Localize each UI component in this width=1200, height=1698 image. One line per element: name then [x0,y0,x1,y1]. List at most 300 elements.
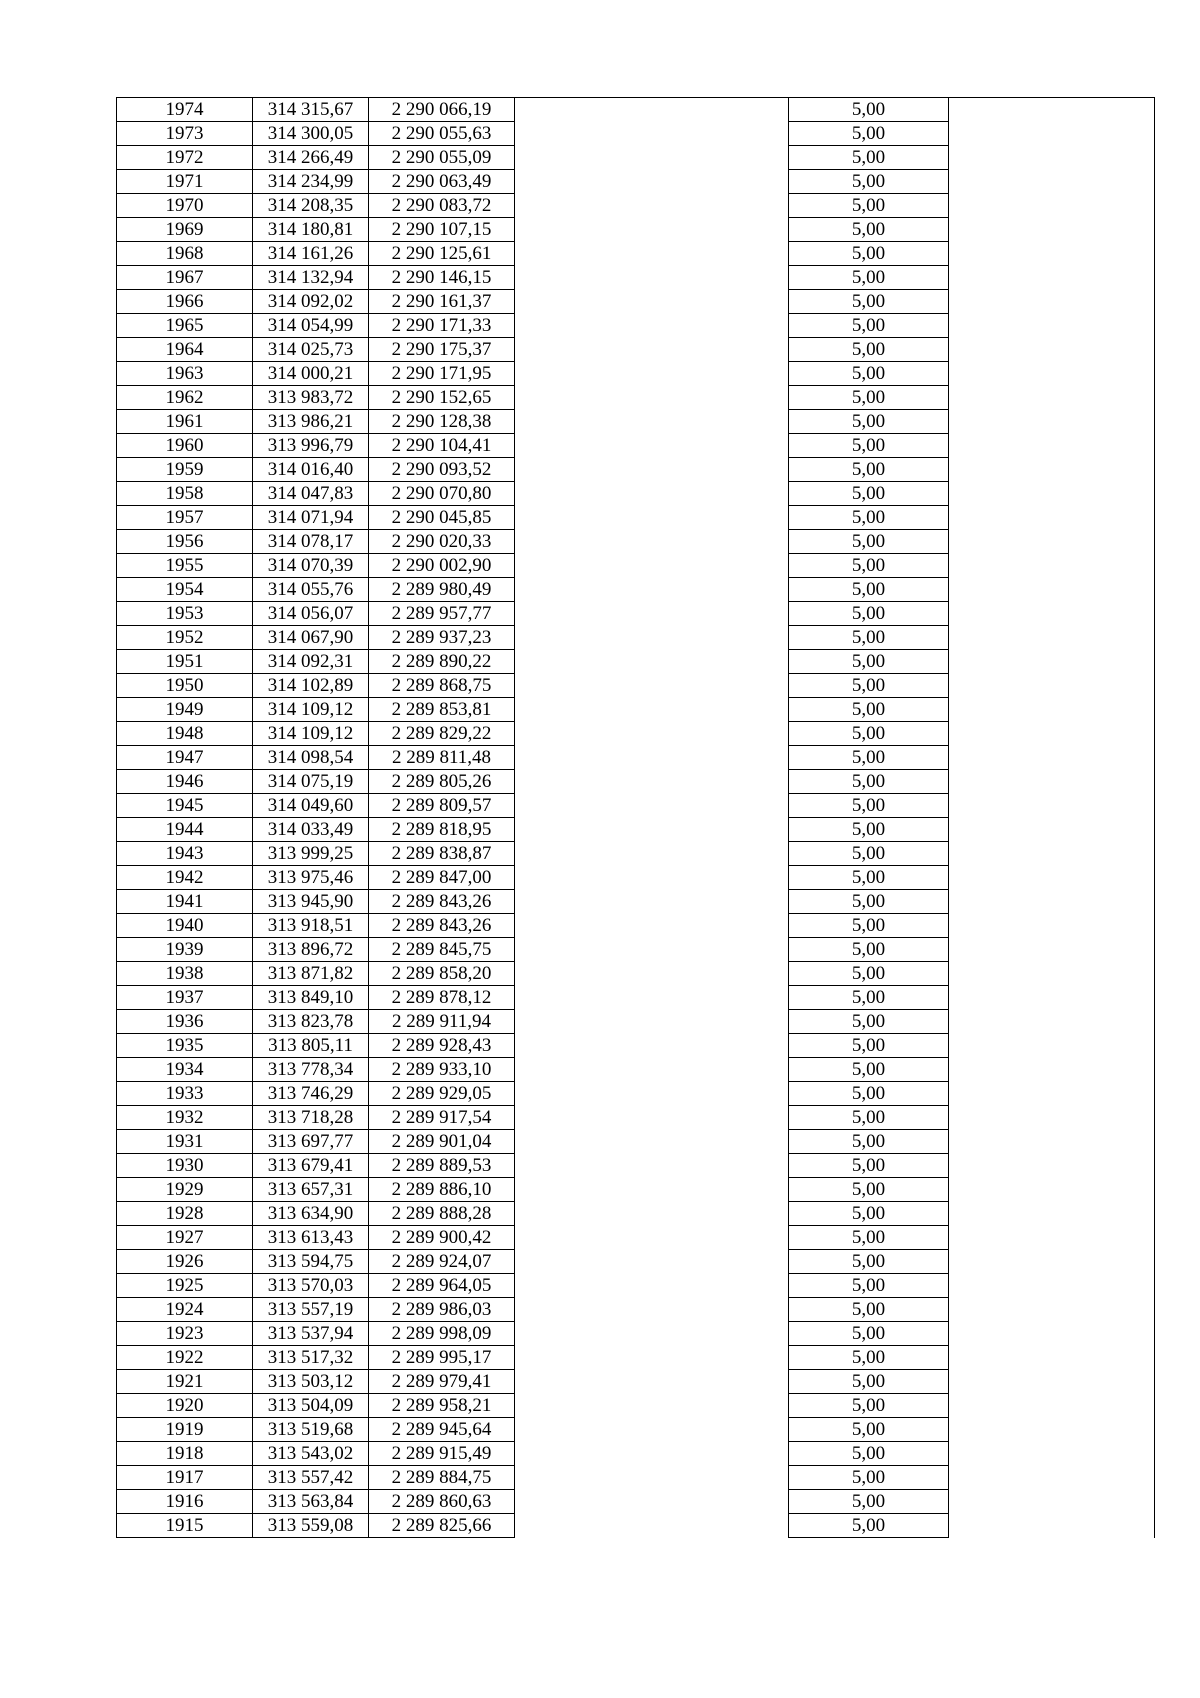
empty-cell [949,1130,1155,1154]
value-cell: 5,00 [789,794,949,818]
x-coordinate-cell: 313 986,21 [253,410,369,434]
y-coordinate-cell: 2 289 915,49 [369,1442,515,1466]
empty-cell [515,170,789,194]
point-number-cell: 1956 [117,530,253,554]
x-coordinate-cell: 313 697,77 [253,1130,369,1154]
x-coordinate-cell: 313 517,32 [253,1346,369,1370]
table-row [117,986,1155,1010]
x-coordinate-cell: 314 132,94 [253,266,369,290]
x-coordinate-cell: 314 102,89 [253,674,369,698]
empty-cell [949,338,1155,362]
table-row [117,290,1155,314]
x-coordinate-cell: 314 033,49 [253,818,369,842]
x-coordinate-cell: 313 983,72 [253,386,369,410]
y-coordinate-cell: 2 289 929,05 [369,1082,515,1106]
table-row [117,362,1155,386]
x-coordinate-cell: 313 999,25 [253,842,369,866]
y-coordinate-cell: 2 289 911,94 [369,1010,515,1034]
x-coordinate-cell: 313 537,94 [253,1322,369,1346]
y-coordinate-cell: 2 289 838,87 [369,842,515,866]
y-coordinate-cell: 2 290 093,52 [369,458,515,482]
value-cell: 5,00 [789,122,949,146]
empty-cell [949,722,1155,746]
point-number-cell: 1964 [117,338,253,362]
table-row [117,266,1155,290]
table-row [117,842,1155,866]
table-row [117,386,1155,410]
empty-cell [949,1514,1155,1538]
y-coordinate-cell: 2 289 933,10 [369,1058,515,1082]
point-number-cell: 1971 [117,170,253,194]
value-cell: 5,00 [789,962,949,986]
y-coordinate-cell: 2 289 884,75 [369,1466,515,1490]
y-coordinate-cell: 2 289 858,20 [369,962,515,986]
empty-cell [515,1250,789,1274]
y-coordinate-cell: 2 290 083,72 [369,194,515,218]
point-number-cell: 1918 [117,1442,253,1466]
value-cell: 5,00 [789,1226,949,1250]
table-row [117,146,1155,170]
point-number-cell: 1946 [117,770,253,794]
y-coordinate-cell: 2 289 868,75 [369,674,515,698]
empty-cell [949,1106,1155,1130]
empty-cell [515,458,789,482]
x-coordinate-cell: 313 679,41 [253,1154,369,1178]
x-coordinate-cell: 313 896,72 [253,938,369,962]
empty-cell [949,1226,1155,1250]
value-cell: 5,00 [789,530,949,554]
empty-cell [949,770,1155,794]
y-coordinate-cell: 2 289 818,95 [369,818,515,842]
x-coordinate-cell: 313 657,31 [253,1178,369,1202]
y-coordinate-cell: 2 289 878,12 [369,986,515,1010]
y-coordinate-cell: 2 290 055,63 [369,122,515,146]
point-number-cell: 1926 [117,1250,253,1274]
value-cell: 5,00 [789,1466,949,1490]
empty-cell [515,482,789,506]
point-number-cell: 1937 [117,986,253,1010]
empty-cell [515,434,789,458]
empty-cell [515,410,789,434]
y-coordinate-cell: 2 290 104,41 [369,434,515,458]
empty-cell [949,650,1155,674]
table-row [117,170,1155,194]
table-row [117,890,1155,914]
empty-cell [949,1322,1155,1346]
empty-cell [949,98,1155,122]
table-row [117,722,1155,746]
empty-cell [949,1250,1155,1274]
y-coordinate-cell: 2 289 825,66 [369,1514,515,1538]
point-number-cell: 1921 [117,1370,253,1394]
empty-cell [515,386,789,410]
value-cell: 5,00 [789,986,949,1010]
empty-cell [515,1226,789,1250]
point-number-cell: 1927 [117,1226,253,1250]
x-coordinate-cell: 313 871,82 [253,962,369,986]
value-cell: 5,00 [789,1418,949,1442]
x-coordinate-cell: 313 849,10 [253,986,369,1010]
value-cell: 5,00 [789,1130,949,1154]
empty-cell [949,1298,1155,1322]
empty-cell [515,98,789,122]
empty-cell [949,794,1155,818]
point-number-cell: 1959 [117,458,253,482]
empty-cell [515,674,789,698]
point-number-cell: 1931 [117,1130,253,1154]
point-number-cell: 1935 [117,1034,253,1058]
value-cell: 5,00 [789,506,949,530]
x-coordinate-cell: 314 161,26 [253,242,369,266]
value-cell: 5,00 [789,1202,949,1226]
x-coordinate-cell: 314 067,90 [253,626,369,650]
table-row [117,242,1155,266]
point-number-cell: 1917 [117,1466,253,1490]
empty-cell [949,266,1155,290]
point-number-cell: 1936 [117,1010,253,1034]
point-number-cell: 1952 [117,626,253,650]
y-coordinate-cell: 2 289 843,26 [369,914,515,938]
empty-cell [949,218,1155,242]
x-coordinate-cell: 314 056,07 [253,602,369,626]
point-number-cell: 1954 [117,578,253,602]
point-number-cell: 1916 [117,1490,253,1514]
empty-cell [515,1154,789,1178]
value-cell: 5,00 [789,170,949,194]
value-cell: 5,00 [789,1370,949,1394]
y-coordinate-cell: 2 289 888,28 [369,1202,515,1226]
empty-cell [515,506,789,530]
value-cell: 5,00 [789,1250,949,1274]
y-coordinate-cell: 2 289 829,22 [369,722,515,746]
empty-cell [949,1466,1155,1490]
empty-cell [515,1178,789,1202]
table-row [117,98,1155,122]
x-coordinate-cell: 313 805,11 [253,1034,369,1058]
value-cell: 5,00 [789,194,949,218]
x-coordinate-cell: 314 315,67 [253,98,369,122]
empty-cell [515,602,789,626]
point-number-cell: 1947 [117,746,253,770]
value-cell: 5,00 [789,1322,949,1346]
value-cell: 5,00 [789,650,949,674]
y-coordinate-cell: 2 289 886,10 [369,1178,515,1202]
table-row [117,1178,1155,1202]
y-coordinate-cell: 2 290 175,37 [369,338,515,362]
empty-cell [949,458,1155,482]
empty-cell [515,1202,789,1226]
empty-cell [949,866,1155,890]
value-cell: 5,00 [789,770,949,794]
empty-cell [949,146,1155,170]
y-coordinate-cell: 2 289 957,77 [369,602,515,626]
empty-cell [949,938,1155,962]
table-row [117,578,1155,602]
empty-cell [949,962,1155,986]
point-number-cell: 1955 [117,554,253,578]
point-number-cell: 1930 [117,1154,253,1178]
empty-cell [515,818,789,842]
empty-cell [949,1490,1155,1514]
point-number-cell: 1962 [117,386,253,410]
x-coordinate-cell: 314 208,35 [253,194,369,218]
empty-cell [515,626,789,650]
empty-cell [949,1346,1155,1370]
x-coordinate-cell: 313 503,12 [253,1370,369,1394]
point-number-cell: 1934 [117,1058,253,1082]
table-row [117,1226,1155,1250]
table-row [117,458,1155,482]
point-number-cell: 1928 [117,1202,253,1226]
empty-cell [949,818,1155,842]
empty-cell [949,1178,1155,1202]
table-row [117,1274,1155,1298]
table-row [117,1130,1155,1154]
empty-cell [515,266,789,290]
empty-cell [949,1274,1155,1298]
table-row [117,794,1155,818]
empty-cell [949,914,1155,938]
x-coordinate-cell: 313 519,68 [253,1418,369,1442]
x-coordinate-cell: 313 613,43 [253,1226,369,1250]
empty-cell [949,1418,1155,1442]
value-cell: 5,00 [789,458,949,482]
y-coordinate-cell: 2 290 161,37 [369,290,515,314]
y-coordinate-cell: 2 290 171,95 [369,362,515,386]
point-number-cell: 1957 [117,506,253,530]
point-number-cell: 1948 [117,722,253,746]
value-cell: 5,00 [789,1106,949,1130]
value-cell: 5,00 [789,218,949,242]
y-coordinate-cell: 2 289 937,23 [369,626,515,650]
y-coordinate-cell: 2 289 986,03 [369,1298,515,1322]
y-coordinate-cell: 2 289 964,05 [369,1274,515,1298]
y-coordinate-cell: 2 290 055,09 [369,146,515,170]
y-coordinate-cell: 2 290 152,65 [369,386,515,410]
x-coordinate-cell: 314 300,05 [253,122,369,146]
table-row [117,1250,1155,1274]
empty-cell [949,746,1155,770]
coordinates-table-body [117,98,1155,1538]
value-cell: 5,00 [789,1274,949,1298]
value-cell: 5,00 [789,866,949,890]
empty-cell [515,890,789,914]
value-cell: 5,00 [789,1010,949,1034]
y-coordinate-cell: 2 289 900,42 [369,1226,515,1250]
value-cell: 5,00 [789,1082,949,1106]
empty-cell [515,218,789,242]
y-coordinate-cell: 2 289 890,22 [369,650,515,674]
y-coordinate-cell: 2 290 002,90 [369,554,515,578]
table-row [117,1442,1155,1466]
empty-cell [949,386,1155,410]
value-cell: 5,00 [789,1298,949,1322]
empty-cell [949,578,1155,602]
empty-cell [515,1130,789,1154]
empty-cell [949,434,1155,458]
table-row [117,818,1155,842]
table-row [117,626,1155,650]
table-row [117,434,1155,458]
empty-cell [515,1418,789,1442]
empty-cell [515,1298,789,1322]
empty-cell [949,554,1155,578]
x-coordinate-cell: 313 557,42 [253,1466,369,1490]
empty-cell [949,626,1155,650]
table-row [117,1514,1155,1538]
x-coordinate-cell: 313 746,29 [253,1082,369,1106]
y-coordinate-cell: 2 290 171,33 [369,314,515,338]
empty-cell [515,1106,789,1130]
y-coordinate-cell: 2 289 958,21 [369,1394,515,1418]
y-coordinate-cell: 2 290 107,15 [369,218,515,242]
value-cell: 5,00 [789,578,949,602]
value-cell: 5,00 [789,314,949,338]
table-row [117,410,1155,434]
point-number-cell: 1940 [117,914,253,938]
point-number-cell: 1919 [117,1418,253,1442]
empty-cell [515,554,789,578]
x-coordinate-cell: 314 109,12 [253,722,369,746]
x-coordinate-cell: 314 025,73 [253,338,369,362]
table-row [117,1034,1155,1058]
point-number-cell: 1968 [117,242,253,266]
point-number-cell: 1963 [117,362,253,386]
y-coordinate-cell: 2 289 979,41 [369,1370,515,1394]
table-row [117,122,1155,146]
y-coordinate-cell: 2 290 020,33 [369,530,515,554]
table-row [117,530,1155,554]
empty-cell [949,1082,1155,1106]
x-coordinate-cell: 313 945,90 [253,890,369,914]
empty-cell [949,290,1155,314]
x-coordinate-cell: 314 047,83 [253,482,369,506]
empty-cell [515,794,789,818]
y-coordinate-cell: 2 290 063,49 [369,170,515,194]
empty-cell [515,314,789,338]
point-number-cell: 1929 [117,1178,253,1202]
value-cell: 5,00 [789,674,949,698]
table-row [117,962,1155,986]
empty-cell [515,1010,789,1034]
empty-cell [515,1514,789,1538]
x-coordinate-cell: 314 092,31 [253,650,369,674]
y-coordinate-cell: 2 289 805,26 [369,770,515,794]
empty-cell [515,194,789,218]
y-coordinate-cell: 2 289 860,63 [369,1490,515,1514]
value-cell: 5,00 [789,554,949,578]
value-cell: 5,00 [789,1154,949,1178]
x-coordinate-cell: 313 559,08 [253,1514,369,1538]
point-number-cell: 1933 [117,1082,253,1106]
table-row [117,194,1155,218]
value-cell: 5,00 [789,1442,949,1466]
value-cell: 5,00 [789,338,949,362]
empty-cell [515,938,789,962]
point-number-cell: 1932 [117,1106,253,1130]
value-cell: 5,00 [789,698,949,722]
empty-cell [515,866,789,890]
table-row [117,602,1155,626]
y-coordinate-cell: 2 289 995,17 [369,1346,515,1370]
x-coordinate-cell: 313 570,03 [253,1274,369,1298]
y-coordinate-cell: 2 290 070,80 [369,482,515,506]
y-coordinate-cell: 2 289 945,64 [369,1418,515,1442]
y-coordinate-cell: 2 289 980,49 [369,578,515,602]
empty-cell [515,146,789,170]
empty-cell [515,362,789,386]
x-coordinate-cell: 313 996,79 [253,434,369,458]
empty-cell [515,770,789,794]
empty-cell [515,986,789,1010]
x-coordinate-cell: 314 266,49 [253,146,369,170]
empty-cell [515,1034,789,1058]
empty-cell [949,242,1155,266]
point-number-cell: 1938 [117,962,253,986]
x-coordinate-cell: 314 055,76 [253,578,369,602]
point-number-cell: 1970 [117,194,253,218]
table-row [117,1298,1155,1322]
x-coordinate-cell: 314 109,12 [253,698,369,722]
value-cell: 5,00 [789,914,949,938]
table-row [117,866,1155,890]
table-row [117,674,1155,698]
table-row [117,650,1155,674]
value-cell: 5,00 [789,722,949,746]
empty-cell [949,530,1155,554]
empty-cell [949,1442,1155,1466]
table-row [117,218,1155,242]
value-cell: 5,00 [789,1346,949,1370]
table-row [117,1082,1155,1106]
point-number-cell: 1961 [117,410,253,434]
value-cell: 5,00 [789,386,949,410]
point-number-cell: 1923 [117,1322,253,1346]
x-coordinate-cell: 314 071,94 [253,506,369,530]
x-coordinate-cell: 313 823,78 [253,1010,369,1034]
x-coordinate-cell: 314 070,39 [253,554,369,578]
value-cell: 5,00 [789,1514,949,1538]
value-cell: 5,00 [789,242,949,266]
point-number-cell: 1945 [117,794,253,818]
point-number-cell: 1950 [117,674,253,698]
y-coordinate-cell: 2 290 125,61 [369,242,515,266]
x-coordinate-cell: 313 975,46 [253,866,369,890]
value-cell: 5,00 [789,602,949,626]
point-number-cell: 1972 [117,146,253,170]
empty-cell [515,122,789,146]
y-coordinate-cell: 2 289 901,04 [369,1130,515,1154]
empty-cell [515,722,789,746]
x-coordinate-cell: 314 075,19 [253,770,369,794]
x-coordinate-cell: 313 718,28 [253,1106,369,1130]
empty-cell [949,890,1155,914]
point-number-cell: 1939 [117,938,253,962]
empty-cell [515,1274,789,1298]
table-row [117,314,1155,338]
point-number-cell: 1944 [117,818,253,842]
x-coordinate-cell: 313 543,02 [253,1442,369,1466]
empty-cell [515,290,789,314]
empty-cell [515,914,789,938]
table-row [117,1490,1155,1514]
table-row [117,1058,1155,1082]
value-cell: 5,00 [789,1394,949,1418]
point-number-cell: 1974 [117,98,253,122]
empty-cell [515,962,789,986]
empty-cell [515,746,789,770]
point-number-cell: 1953 [117,602,253,626]
